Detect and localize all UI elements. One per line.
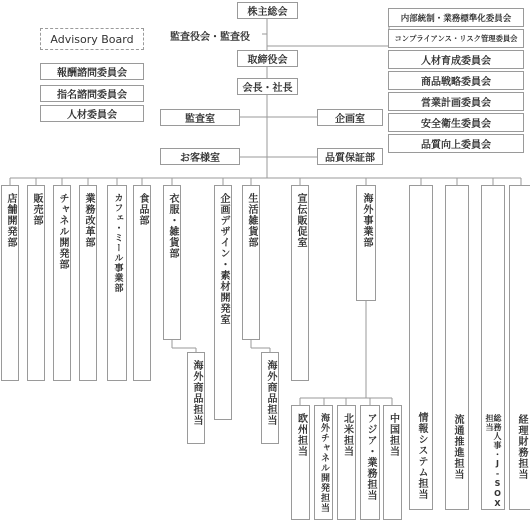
dept-distribution: 流通推進担当 <box>445 185 469 510</box>
right-committee-safety: 安全衛生委員会 <box>388 113 524 132</box>
overseas-channel-development: 海外チャネル開発担当 <box>314 405 333 520</box>
dept-clothing-goods: 衣服・雑貨部 <box>163 185 181 340</box>
planning-office: 企画室 <box>317 109 383 126</box>
auditors-label: 監査役会・監査役 <box>170 32 250 43</box>
right-committee-compliance: コンプライアンス・リスク管理委員会 <box>388 29 524 48</box>
overseas-asia-operations: アジア・業務担当 <box>360 405 380 520</box>
dept-general-affairs-jsox: 総務人事・J-SOX担当 <box>481 185 505 510</box>
right-committee-sales: 営業計画委員会 <box>388 92 524 111</box>
dept-advertising: 宣伝販促室 <box>291 185 309 381</box>
customer-office: お客様室 <box>160 148 240 165</box>
right-committee-internal-control: 内部統制・業務標準化委員会 <box>388 8 524 27</box>
dept-planning-design: 企画デザイン・素材開発室 <box>214 185 232 420</box>
overseas-europe: 欧州担当 <box>291 405 310 520</box>
dept-living-goods: 生活雑貨部 <box>242 185 260 340</box>
left-committee-compensation: 報酬諮問委員会 <box>40 63 144 80</box>
dept-accounting-finance: 経理財務担当 <box>509 185 530 510</box>
dept-store-development: 店舗開発部 <box>1 185 19 381</box>
board-of-directors: 取締役会 <box>237 50 298 67</box>
advisory-board: Advisory Board <box>40 28 144 50</box>
dept-overseas: 海外事業部 <box>356 185 376 301</box>
clothing-overseas-products: 海外商品担当 <box>187 352 205 444</box>
chairman-president: 会長・社長 <box>237 78 298 95</box>
dept-channel-development: チャネル開発部 <box>53 185 71 381</box>
right-committee-talent: 人材育成委員会 <box>388 50 524 69</box>
quality-assurance-dept: 品質保証部 <box>317 148 383 165</box>
dept-cafe-meal: カフェ・ミール事業部 <box>107 185 127 381</box>
dept-sales: 販売部 <box>27 185 45 381</box>
dept-food: 食品部 <box>133 185 151 381</box>
right-committee-quality: 品質向上委員会 <box>388 134 524 153</box>
dept-operations-reform: 業務改革部 <box>79 185 97 381</box>
right-committee-product: 商品戦略委員会 <box>388 71 524 90</box>
overseas-china: 中国担当 <box>383 405 402 520</box>
overseas-north-america: 北米担当 <box>337 405 356 520</box>
audit-office: 監査室 <box>160 109 240 126</box>
left-committee-nomination: 指名諮問委員会 <box>40 85 144 102</box>
living-overseas-products: 海外商品担当 <box>261 352 279 444</box>
left-committee-personnel: 人材委員会 <box>40 105 144 122</box>
shareholders-meeting: 株主総会 <box>237 2 298 19</box>
dept-information-systems: 情報システム担当 <box>409 185 433 510</box>
